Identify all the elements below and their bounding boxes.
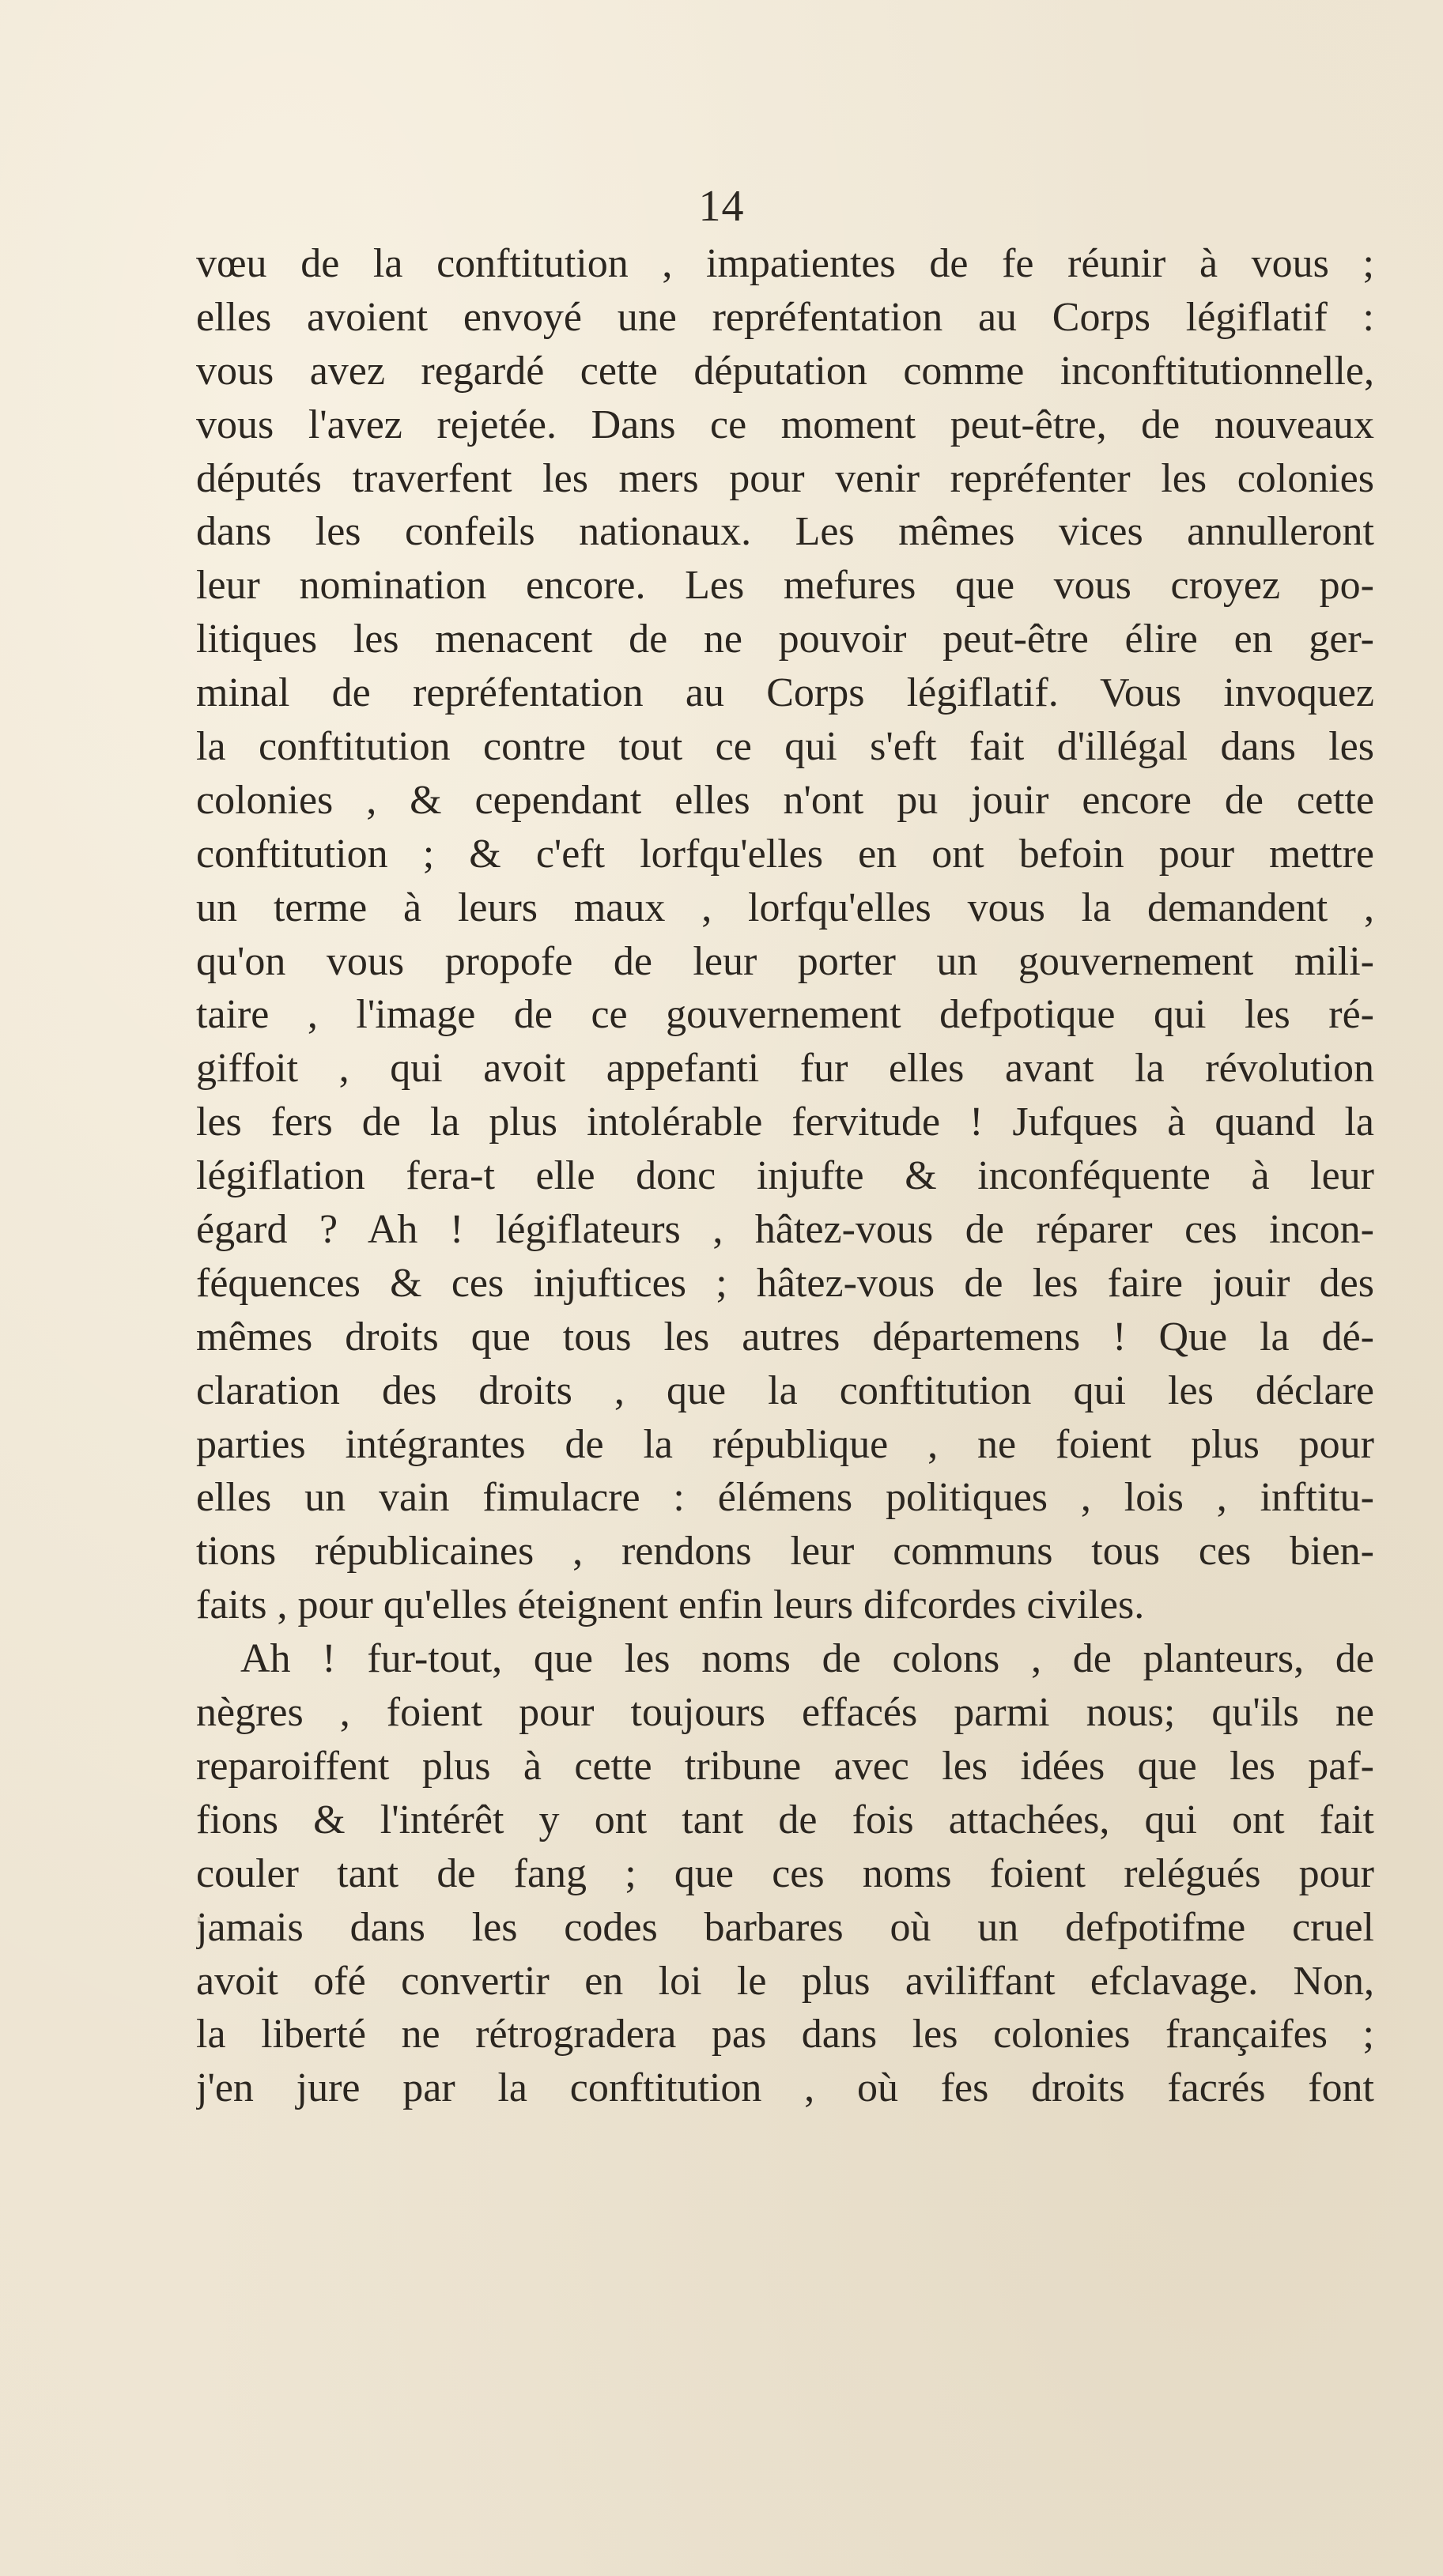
- text-line: légiflation fera-t elle donc injufte & inconféquente à leur: [196, 1153, 1374, 1199]
- text-line: féquences & ces injuftices ; hâtez-vous de les faire jouir des: [196, 1260, 1374, 1306]
- text-line: la conftitution contre tout ce qui s'eft fait d'illégal dans les: [196, 724, 1374, 770]
- text-line: elles un vain fimulacre : élémens politiques , lois , inftitu-: [196, 1475, 1374, 1521]
- text-line: conftitution ; & c'eft lorfqu'elles en ont befoin pour mettre: [196, 831, 1374, 877]
- body-text: [196, 237, 1374, 2115]
- text-line: minal de repréfentation au Corps légiflatif. Vous invoquez: [196, 670, 1374, 716]
- text-line: vous avez regardé cette députation comme inconftitutionnelle,: [196, 348, 1374, 394]
- text-line: jamais dans les codes barbares où un defpotifme cruel: [196, 1904, 1374, 1950]
- page-number: 14: [698, 182, 745, 231]
- text-line: fions & l'intérêt y ont tant de fois attachées, qui ont fait: [196, 1797, 1374, 1842]
- text-line: j'en jure par la conftitution , où fes droits facrés font: [196, 2065, 1374, 2111]
- text-line: qu'on vous propofe de leur porter un gouvernement mili-: [196, 938, 1374, 984]
- text-line: colonies , & cependant elles n'ont pu jouir encore de cette: [196, 777, 1374, 823]
- text-line: avoit ofé convertir en loi le plus aviliffant efclavage. Non,: [196, 1958, 1374, 2004]
- text-line: députés traverfent les mers pour venir repréfenter les colonies: [196, 455, 1374, 501]
- text-line: vous l'avez rejetée. Dans ce moment peut-être, de nouveaux: [196, 402, 1374, 447]
- text-line: tions républicaines , rendons leur communs tous ces bien-: [196, 1529, 1374, 1575]
- text-line: les fers de la plus intolérable fervitude ! Jufques à quand la: [196, 1099, 1374, 1145]
- text-line: reparoiffent plus à cette tribune avec les idées que les paf-: [196, 1743, 1374, 1789]
- paragraph-1: [196, 237, 1374, 1632]
- text-line: la liberté ne rétrogradera pas dans les colonies françaifes ;: [196, 2012, 1374, 2057]
- text-line: égard ? Ah ! légiflateurs , hâtez-vous de réparer ces incon-: [196, 1207, 1374, 1253]
- text-line: litiques les menacent de ne pouvoir peut-être élire en ger-: [196, 617, 1374, 662]
- paper-speck: [1286, 2023, 1288, 2036]
- text-line: giffoit , qui avoit appefanti fur elles avant la révolution: [196, 1046, 1374, 1092]
- paragraph-2: [196, 1632, 1374, 2115]
- text-line: claration des droits , que la conftitution qui les déclare: [196, 1367, 1374, 1413]
- text-line: elles avoient envoyé une repréfentation au Corps légiflatif :: [196, 294, 1374, 340]
- text-line: vœu de la conftitution , impatientes de fe réunir à vous ;: [196, 241, 1374, 286]
- text-line: un terme à leurs maux , lorfqu'elles vous la demandent ,: [196, 884, 1374, 930]
- text-line: leur nomination encore. Les mefures que vous croyez po-: [196, 563, 1374, 609]
- text-line: mêmes droits que tous les autres départemens ! Que la dé-: [196, 1314, 1374, 1360]
- text-line: parties intégrantes de la république , ne foient plus pour: [196, 1421, 1374, 1467]
- text-line: Ah ! fur-tout, que les noms de colons , de planteurs, de: [240, 1636, 1374, 1682]
- text-line: nègres , foient pour toujours effacés parmi nous; qu'ils ne: [196, 1690, 1374, 1736]
- text-line: dans les confeils nationaux. Les mêmes vices annulleront: [196, 509, 1374, 555]
- text-line: faits , pour qu'elles éteignent enfin leurs difcordes civiles.: [196, 1582, 1145, 1628]
- text-line: taire , l'image de ce gouvernement defpotique qui les ré-: [196, 992, 1374, 1038]
- text-line: couler tant de fang ; que ces noms foient relégués pour: [196, 1850, 1374, 1896]
- paper-speck: [198, 1917, 200, 1925]
